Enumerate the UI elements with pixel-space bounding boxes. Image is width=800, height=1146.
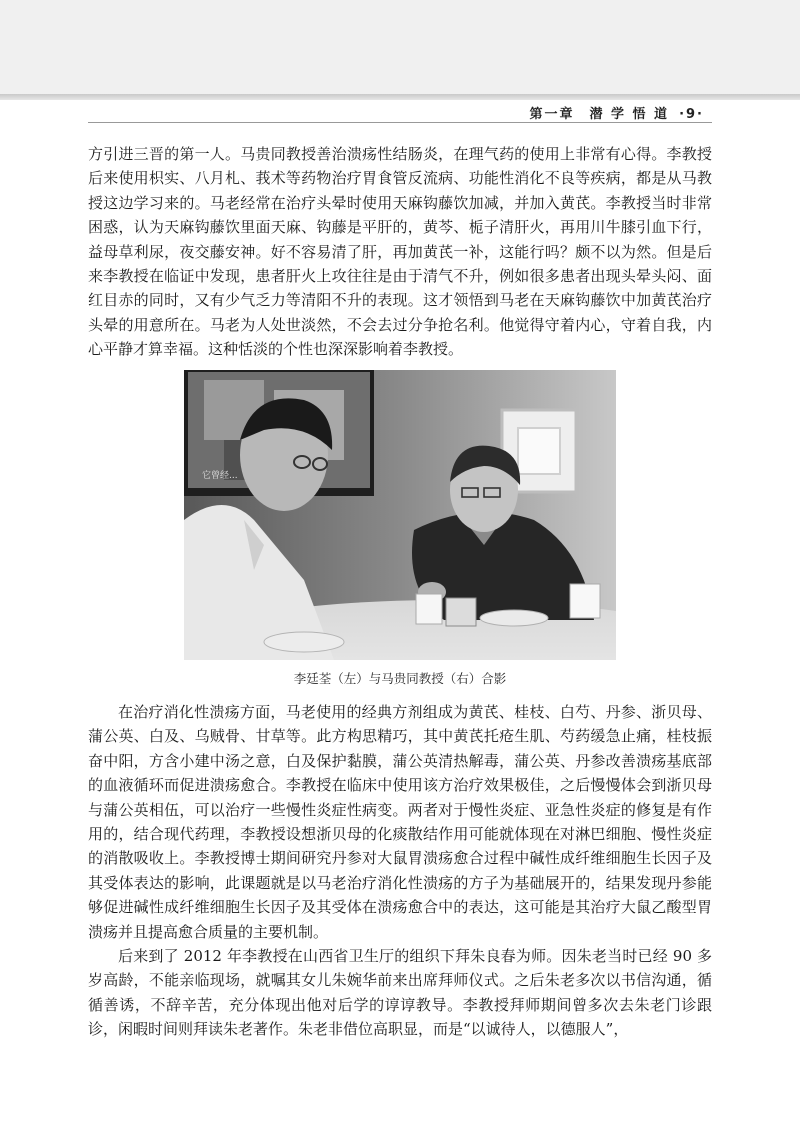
photo-li-and-ma — [184, 370, 616, 660]
paragraph-1: 方引进三晋的第一人。马贵同教授善治溃疡性结肠炎，在理气药的使用上非常有心得。李教授后来使用枳实、八月札、莪术等药物治疗胃食管反流病、功能性消化不良等疾病，都是从马教授这边学习来的。马老经常在治疗头晕时使用天麻钩藤饮加减，并加入黄芪。李教授当时非常困惑，认为天麻钩藤饮里面天麻、钩藤是平肝的，黄芩、栀子清肝火，再用川牛膝引血下行，益母草利尿，夜交藤安神。好不容易清了肝，再加黄芪一补，这能行吗？颇不以为然。但是后来李教授在临证中发现，患者肝火上攻往往是由于清气不升，例如很多患者出现头晕头闷、面红目赤的同时，又有少气乏力等清阳不升的表现。这才领悟到马老在天麻钩藤饮中加黄芪治疗头晕的用意所在。马老为人处世淡然，不会去过分争抢名利。他觉得守着内心，守着自我，内心平静才算幸福。这种恬淡的个性也深深影响着李教授。 — [88, 145, 712, 359]
chapter-title: 第一章 潜 学 悟 道 — [529, 107, 670, 122]
paragraph-2: 在治疗消化性溃疡方面，马老使用的经典方剂组成为黄芪、桂枝、白芍、丹参、浙贝母、蒲公英、白及、乌贼骨、甘草等。此方构思精巧，其中黄芪托疮生肌、芍药缓急止痛，桂枝振奋中阳，方含小建中汤之意，白及保护黏膜，蒲公英清热解毒，蒲公英、丹参改善溃疡基底部的血液循环而促进溃疡愈合。李教授在临床中使用该方治疗效果极佳，之后慢慢体会到浙贝母与蒲公英相伍，可以治疗一些慢性炎症性病变。两者对于慢性炎症、亚急性炎症的修复是有作用的，结合现代药理，李教授设想浙贝母的化痰散结作用可能就体现在对淋巴细胞、慢性炎症的消散吸收上。李教授博士期间研究丹参对大鼠胃溃疡愈合过程中碱性成纤维细胞生长因子及其受体表达的影响，此课题就是以马老治疗消化性溃疡的方子为基础展开的，结果发现丹参能够促进碱性成纤维细胞生长因子及其受体在溃疡愈合中的表达，这可能是其治疗大鼠乙酸型胃溃疡并且提高愈合质量的主要机制。 — [88, 703, 712, 941]
running-head-rule — [88, 122, 712, 123]
photo-caption: 李廷荃（左）与马贵同教授（右）合影 — [293, 671, 507, 686]
page-number: ·9· — [679, 107, 704, 122]
page-header-band — [0, 0, 800, 94]
paragraph-3: 后来到了 2012 年李教授在山西省卫生厅的组织下拜朱良春为师。因朱老当时已经 90 多岁高龄，不能亲临现场，就嘱其女儿朱婉华前来出席拜师仪式。之后朱老多次以书信沟通，循循善诱，不辞辛苦，充分体现出他对后学的谆谆教导。李教授拜师期间曾多次去朱老门诊跟诊，闲暇时间则拜读朱老著作。朱老非借位高职显，而是“以诚待人，以德服人”， — [88, 947, 712, 1039]
running-head — [529, 103, 704, 122]
header-rule — [0, 94, 800, 100]
tv-subtitle: 它曾经... — [202, 471, 238, 481]
